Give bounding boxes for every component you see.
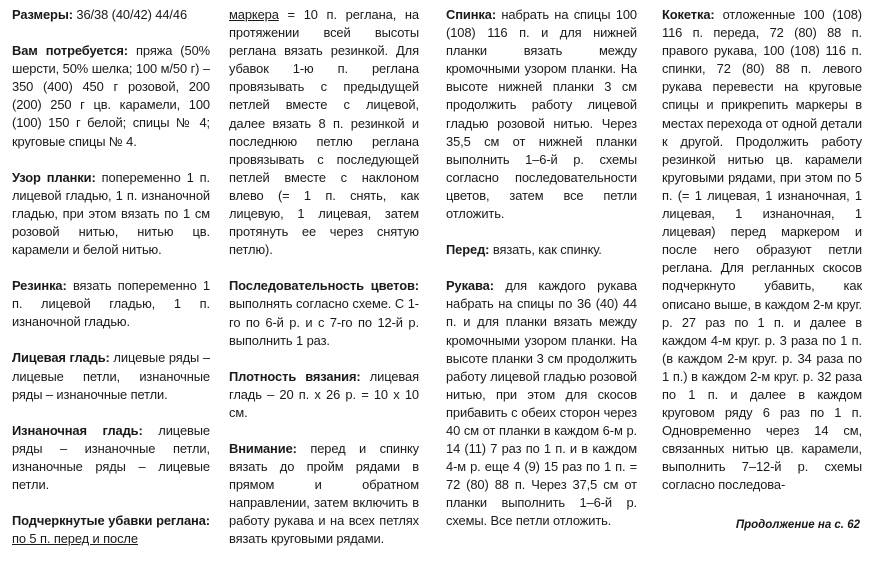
materials-heading: Вам потребуется:	[12, 43, 128, 59]
stockinette-section	[12, 349, 210, 403]
rib-section	[12, 277, 210, 331]
gauge-text: лицевая гладь – 20 п. х 26 р. = 10 х 10 см.	[229, 368, 419, 420]
yoke-section	[662, 6, 862, 495]
placket-pattern-heading: Узор планки:	[12, 169, 96, 185]
sequence-heading: Последовательность цветов:	[229, 278, 419, 294]
front-text: вязать, как спинку.	[492, 242, 602, 258]
column-1	[12, 6, 210, 548]
materials-section	[12, 42, 210, 151]
gauge-heading: Плотность вязания:	[229, 368, 361, 384]
raglan-decreases-underlined-2: маркера	[229, 7, 279, 22]
reverse-stockinette-text: лицевые ряды – изнаночные петли, изнаночные ряды – лицевые петли.	[12, 422, 210, 492]
sleeves-section	[446, 277, 637, 530]
back-text: набрать на спицы 100 (108) 116 п. и для нижней планки вязать между кромочными узором планки. На высоте нижней планки 3 см продолжить работу лицевой гладью розовой нитью. Через 35,5 см от нижней планки выполнить 1–6-й р. схемы согласно последовательности цветов, затем все петли отложить.	[446, 7, 637, 222]
raglan-decreases-section-cont	[229, 6, 419, 259]
sleeves-text: для каждого рукава набрать на спицы по 36 (40) 44 п. и для планки вязать между кромочными узором планки. На высоте планки 3 см продолжить работу лицевой гладью розовой нитью, при этом для скосов прибавить с обеих сторон через 40 см от планки в каждом 6-м р. 14 (11) 7 раз по 1 п. и в каждом 4-м р. еще 4 (9) 15 раз по 1 п. = 72 (80) 88 п. Через 37,5 см от планки выполнить 1–6-й р. схемы. Все петли отложить.	[446, 278, 637, 529]
sequence-text: выполнять согласно схеме. С 1-го по 6-й р. и с 7-го по 12-й р. выполнить 1 раз.	[229, 296, 419, 348]
reverse-stockinette-heading: Изнаночная гладь:	[12, 422, 143, 438]
raglan-decreases-section-start	[12, 512, 210, 548]
column-4	[662, 6, 862, 495]
stockinette-text: лицевые ряды – лицевые петли, изнаночные ряды – изнаночные петли.	[12, 350, 210, 402]
placket-pattern-text: попеременно 1 п. лицевой гладью, 1 п. изнаночной гладью, при этом вязать по 1 см розовой нитью, нитью цв. карамели и белой нитью.	[12, 169, 210, 258]
column-3	[446, 6, 637, 549]
front-section	[446, 241, 637, 259]
rib-heading: Резинка:	[12, 278, 67, 294]
sequence-section	[229, 277, 419, 349]
sleeves-heading: Рукава:	[446, 278, 494, 294]
front-heading: Перед:	[446, 242, 490, 258]
gauge-section	[229, 368, 419, 422]
sizes-heading: Размеры:	[12, 7, 73, 22]
back-section	[446, 6, 637, 223]
yoke-text: отложенные 100 (108) 116 п. переда, 72 (80) 88 п. правого рукава, 100 (108) 116 п. спинки, 72 (80) 88 п. левого рукава перевести на круговые спицы и прикрепить маркеры в местах перехода от одной детали к другой. Продолжить работу резинкой нитью цв. карамели круговыми рядами, при этом по 5 п. (= 1 лицевая, 1 изнаночная, 1 лицевая, 1 изнаночная, 1 лицевая) перед маркером и после него образуют петли реглана. Для регланных скосов подчеркнуто убавить, как описано выше, в каждом 2-м круг. р. 27 раз по 1 п. и далее в каждом 4-м круг. р. 3 раза по 1 п. (в каждом 2-м круг. р. 34 раза по 1 п.) в каждом 2-м круг. р. 32 раза по 1 п. и далее в каждом круговом ряду 6 раз по 1 п. Одновременно через 14 см, связанных нитью цв. карамели, выполнить 7–12-й р. схемы согласно последова-	[662, 7, 862, 493]
column-2	[229, 6, 419, 567]
attention-section	[229, 440, 419, 549]
sizes-text: 36/38 (40/42) 44/46	[76, 7, 188, 22]
yoke-heading: Кокетка:	[662, 7, 715, 22]
raglan-decreases-text: = 10 п. реглана, на протяжении всей высоты реглана вязать резинкой. Для убавок 1-ю п. реглана провязывать с предыдущей петлей вместе с лицевой, далее вязать 8 п. резинкой и последнюю петлю реглана провязывать с последующей петлей вместе с наклоном влево (= 1 п. снять, как лицевую, 1 лицевая, затем протянуть ее через снятую петлю).	[229, 7, 419, 258]
attention-heading: Внимание:	[229, 440, 297, 456]
materials-text: пряжа (50% шерсти, 50% шелка; 100 м/50 г) – 350 (400) 450 г розовой, 200 (200) 250 г цв. карамели, 100 (100) 150 г белой; спицы № 4; круговые спицы № 4.	[12, 43, 211, 149]
placket-pattern-section	[12, 169, 210, 259]
reverse-stockinette-section	[12, 422, 210, 494]
sizes-section	[12, 6, 210, 24]
rib-text: вязать попеременно 1 п. лицевой гладью, 1 п. изнаночной гладью.	[12, 278, 211, 330]
raglan-decreases-heading: Подчеркнутые убавки реглана:	[12, 513, 210, 529]
attention-text: перед и спинку вязать до пройм рядами в прямом и обратном направлении, затем включить в работу рукава и на всех петлях вязать круговыми рядами.	[229, 440, 420, 547]
back-heading: Спинка:	[446, 7, 497, 22]
raglan-decreases-underlined-1: по 5 п. перед и после	[12, 531, 138, 547]
stockinette-heading: Лицевая гладь:	[12, 350, 110, 366]
continued-note: Продолжение на с. 62	[735, 519, 860, 531]
